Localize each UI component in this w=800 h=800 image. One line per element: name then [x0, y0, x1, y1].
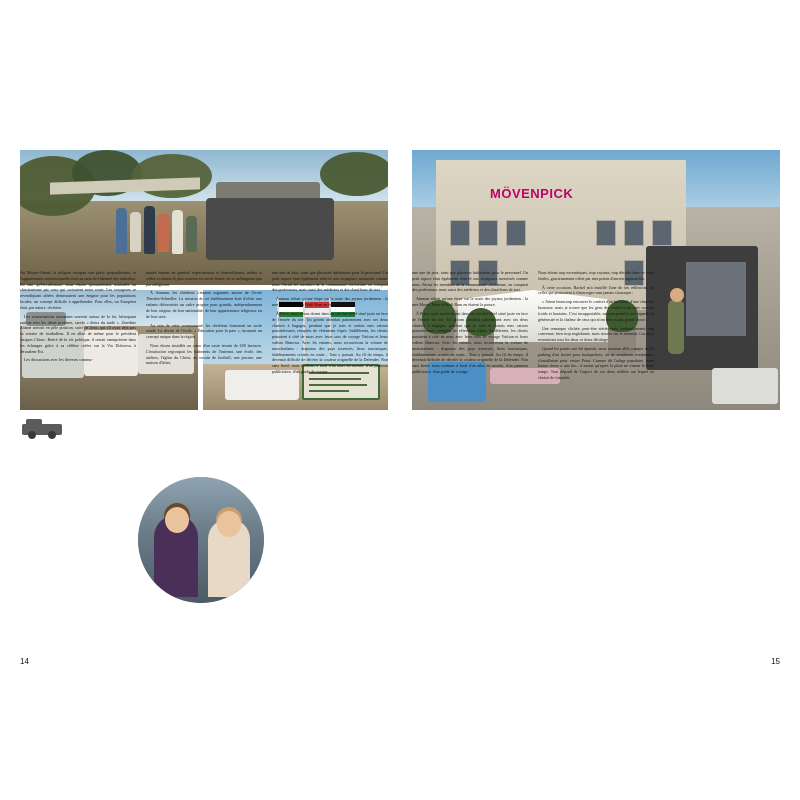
right-page-text: [412, 270, 780, 638]
page-number-left: 14: [20, 657, 29, 666]
window-shape: [478, 220, 498, 246]
expedition-vehicle: [206, 198, 334, 260]
left-column-2: [146, 270, 262, 369]
paragraph: Amman n'était qu'une étape sur la route des joyaux jordaniens : la mer Morte, Petra et Wadi Rum en étaient la parure.: [412, 296, 528, 308]
paragraph: Quand les points ont été épuisés, nous sommes allés camper sur le parking d'un hostel pour backpackers, où de nombreux overlanders s'installaient pour visiter Petra. Comme dit l'adage populaire, toute bonne chose a une fin... à moins qu'après la pluie ne vienne le beau temps. Tout dépend de l'aspect de ces deux réalités sur lequel on choisit de s'attarder.: [538, 345, 654, 380]
paragraph: nautés étaient en général respectueuses et bienveillantes, même si celles-ci étaient le plus souvent en cercle fermé, ne se mélangeant que par obligation.: [146, 270, 262, 287]
person-figure: [158, 214, 169, 252]
photo-campsite-with-travellers: [20, 150, 388, 285]
paragraph: une aire de jeux, ainsi que plusieurs habitations pour le personnel. Un petit espace était également réservé aux voyageurs motorisés comme nous. Parmi les membres de la communauté chrétienne, on comptait des professeurs, mais aussi des médecins et des chauffeurs de taxi.: [272, 270, 388, 293]
left-page-text: [20, 270, 388, 638]
paragraph: Les conversations tournaient souvent autour de la foi, bifurquant parfois vers les dieux profanes, sacrés « dieux du stade ». Zinedine Zidane arrivait en pôle position, suivi de Zeus, qui s'il avait déjà pris sa retraite de footballeur. Il en allait de même pour le président Jacques Chirac: Retiré de la vie politique, il restait omniprésent dans les échanges grâce à sa célèbre colère sur la Via Dolorosa, à Jérusalem-Est.: [20, 313, 136, 354]
paragraph: À cette occasion, Rachel m'a insufflé l'une de ses réflexions, de celles qui poussaient à s'interroger sans jamais s'assoupir :: [538, 284, 654, 296]
person-figure: [116, 208, 127, 254]
paragraph: une aire de jeux, ainsi que plusieurs habitations pour le personnel. Un petit espace était également réservé aux voyageurs motorisés comme nous. Parmi les membres de la communauté chrétienne, on comptait des professeurs, mais aussi des médecins et des chauffeurs de taxi.: [412, 270, 528, 293]
paragraph: Nous étions trop excentriques, trop voyants, trop décalés dans ce cinq-étoiles, gracieusement offert par mes points d'ancien apparatchik.: [538, 270, 654, 281]
paragraph: « J'aime beaucoup retrouver le confort d'un bel hôtel, d'une chambre luxueuse, mais je trouve que les gens des rendez-vous sont souvent froids et hautains. C'est insupportable, surtout quand je me rappelle la générosité et la chaleur de ceux qui n'ont rien ou pas grand-chose. »: [538, 299, 654, 322]
page-number-right: 15: [771, 657, 780, 666]
paragraph: Amman n'était qu'une étape sur la route des joyaux jordaniens : la mer Morte, Petra et Wadi Rum en étaient la parure.: [272, 296, 388, 308]
hotel-sign-label: MÖVENPICK: [490, 186, 574, 201]
person-figure: [186, 216, 197, 252]
paragraph: Au sein de cette communauté, les chrétiens formaient un socle soudé. La devise de l'école, « Éducation pour la paix », incarnait un concept unique dans la région.: [146, 322, 262, 340]
window-shape: [450, 220, 470, 246]
left-column-1: [20, 270, 136, 366]
paragraph: Les discussions avec les diverses commu-: [24, 357, 93, 363]
person-figure: [144, 206, 155, 254]
tree-shape: [320, 152, 388, 196]
window-shape: [624, 220, 644, 246]
window-shape: [652, 220, 672, 246]
person-figure: [130, 212, 141, 252]
paragraph: À Petra, nous avons dormi dans un très bel hôtel situé juste en face de l'entrée du site. Un groom attendait patiemment avec ses deux chariots à bagages, pendant que je trais et sortais mes caisses poussiéreuses, remplies de vêtements fripés. Indifférents, les clients passaient à côté de nous avec leurs sacs de voyage Vuitton et leurs valises Rimowa. Avec les enfants, nous recouvrions la voiture de moucharlants : drapeaux des pays traversés, lieux touristiques, établissements croisés en route... Tout y passait. Au fil du temps, il devenait difficile de déceler la couleur originelle de la Defender. Non sans fierté, nous roulions à bord d'un atlas du monde, d'un panneau publicitaire, d'un guide de voyage.: [272, 310, 388, 374]
paragraph: Nous étions installés au cœur d'un vaste terrain de 650 hectares. L'institution regroupait les bâtiments de l'internat, une école, des ateliers, l'église du Christ, un terrain de football, une piscine, une maison d'hôtes,: [146, 342, 262, 366]
paragraph: Au Moyen-Orient, la religion occupait une place prépondérante, et l'appartenance confessionnelle était au cœur de l'identité des individus. En tant qu'Occidentaux, nous étions spontanément assimilés au christianisme par ceux qui croisaient notre route. Les voyageurs se revendiquant athées demeuraient une énigme pour les populations locales, un concept difficile à appréhender. Pour elles, un Européen était, par nature, chrétien.: [20, 270, 136, 310]
right-column-2: [538, 270, 654, 384]
left-column-3: [272, 270, 388, 378]
paragraph: À Amman, les chrétiens s'étaient organisés autour de l'école Theodor-Schneller. La mission de cet établissement était d'offrir aux enfants défavorisés un cadre propice pour grandir, indépendamment de leur origine, de leur nationalité, de leur appartenance religieuse ou de leur sexe.: [146, 290, 262, 319]
right-column-1: [412, 270, 528, 378]
window-shape: [596, 220, 616, 246]
paragraph: Une remarque clichée, peut-être stéréotypée, indéniablement trop convenue, bien trop englobante, mais sincère sur le moment. Car nous ressentions tous les deux ce doux décalage.: [538, 325, 654, 343]
person-figure: [172, 210, 183, 254]
window-shape: [506, 220, 526, 246]
paragraph: À Petra, nous avons dormi dans un très bel hôtel situé juste en face de l'entrée du site. Un groom attendait patiemment avec ses deux chariots à bagages, pendant que je trais et sortais mes caisses poussiéreuses, remplies de vêtements fripés. Indifférents, les clients passaient à côté de nous avec leurs sacs de voyage Vuitton et leurs valises Rimowa. Avec les enfants, nous recouvrions la voiture de moucharlants : drapeaux des pays traversés, lieux touristiques, établissements croisés en route... Tout y passait. Au fil du temps, il devenait difficile de déceler la couleur originelle de la Defender. Non sans fierté, nous roulions à bord d'un atlas du monde, d'un panneau publicitaire, d'un guide de voyage.: [412, 310, 528, 374]
tree-shape: [132, 154, 212, 198]
